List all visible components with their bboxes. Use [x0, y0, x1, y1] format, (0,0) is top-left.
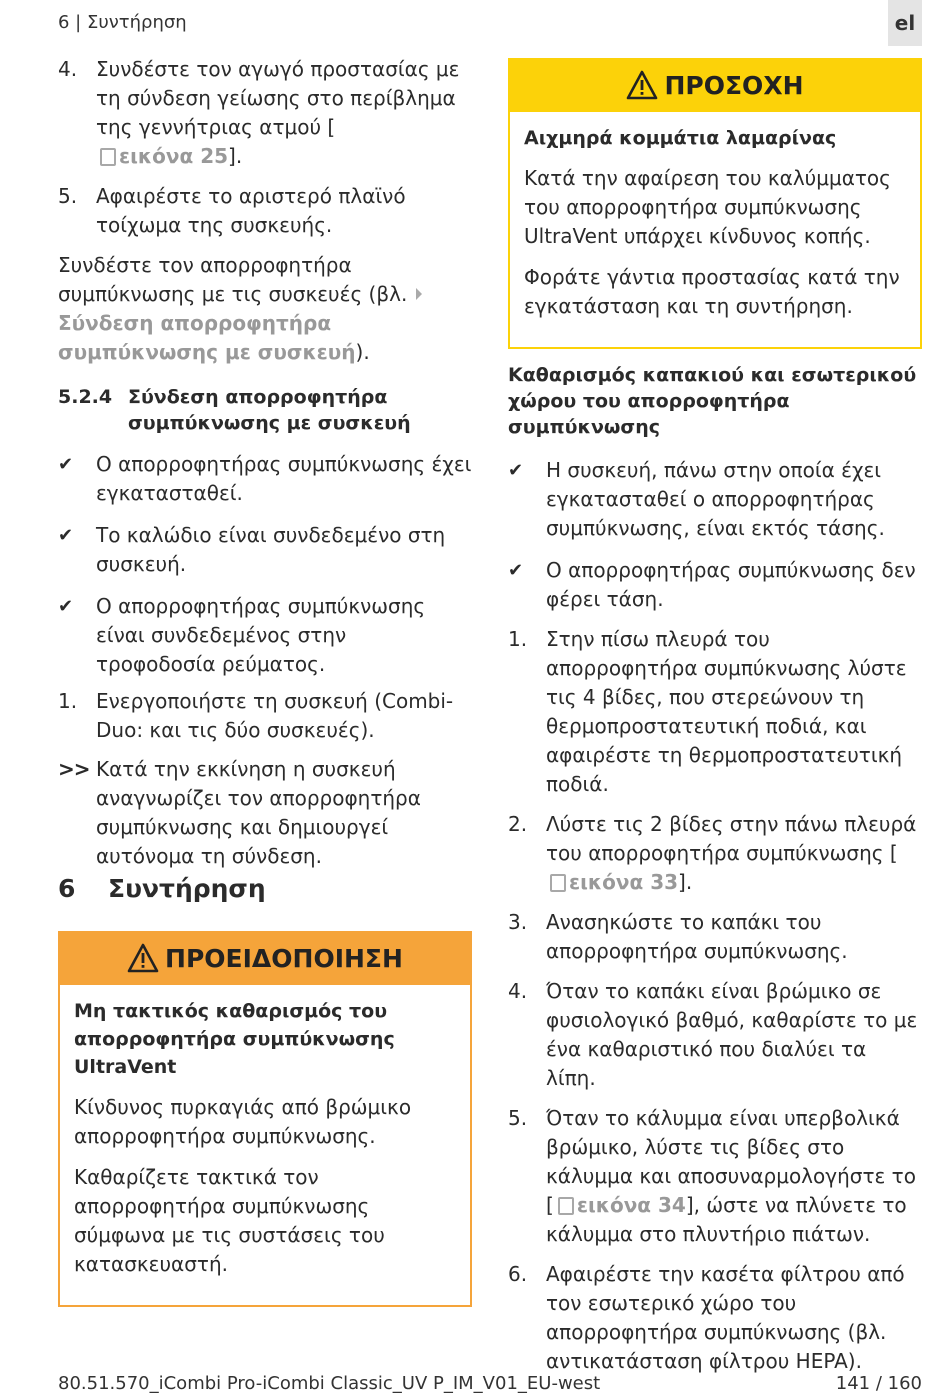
- connect-paragraph: [58, 251, 472, 367]
- figure-link-label: εικόνα 33: [569, 870, 679, 894]
- step-item: [508, 908, 922, 966]
- step-text: Ενεργοποιήστε τη συσκευή (Combi-Duo: και τις δύο συσκευές).: [96, 689, 454, 742]
- precondition-item: [58, 521, 472, 579]
- footer-page-number: 141 / 160: [835, 1373, 922, 1394]
- step-text: Λύστε τις 2 βίδες στην πάνω πλευρά του απορροφητήρα συμπύκνωσης [: [546, 812, 917, 865]
- check-icon: ✔: [58, 454, 74, 475]
- step-number: 2.: [508, 812, 528, 836]
- precondition-text: Ο απορροφητήρας συμπύκνωσης είναι συνδεδεμένος στην τροφοδοσία ρεύματος.: [96, 594, 426, 676]
- precondition-text: Η συσκευή, πάνω στην οποία έχει εγκατασταθεί ο απορροφητήρας συμπύκνωσης, είναι εκτός τάσης.: [546, 458, 885, 540]
- caution-lead: Αιχμηρά κομμάτια λαμαρίνας: [524, 127, 837, 149]
- caution-box: [508, 58, 922, 349]
- precondition-text: Το καλώδιο είναι συνδεδεμένο στη συσκευή.: [96, 523, 446, 576]
- paragraph-text: Συνδέστε τον απορροφητήρα συμπύκνωσης με τις συσκευές (βλ.: [58, 253, 414, 306]
- warning-triangle-icon: [626, 70, 658, 100]
- step-item: [58, 182, 472, 240]
- check-icon: ✔: [58, 596, 74, 617]
- step-number: 1.: [58, 689, 78, 713]
- caution-box-body: [510, 112, 920, 347]
- warning-box-header: [60, 931, 470, 985]
- step-item: [58, 55, 472, 171]
- caution-label: ΠΡΟΣΟΧΗ: [664, 70, 804, 100]
- caution-text: Φοράτε γάντια προστασίας κατά την εγκατάσταση και τη συντήρηση.: [524, 265, 900, 318]
- caution-box-header: [510, 58, 920, 112]
- step-number: 5.: [508, 1106, 528, 1130]
- step-number: 5.: [58, 184, 78, 208]
- step-number: 3.: [508, 910, 528, 934]
- step-text-end: ], ώστε να πλύνετε το κάλυμμα στο πλυντήριο πιάτων.: [546, 1193, 907, 1246]
- step-text: Συνδέστε τον αγωγό προστασίας με τη σύνδεση γείωσης στο περίβλημα της γεννήτριας ατμού [: [96, 57, 460, 139]
- figure-icon: [550, 874, 566, 892]
- section-number: 6: [58, 874, 76, 903]
- procedure-heading: Καθαρισμός καπακιού και εσωτερικού χώρου του απορροφητήρα συμπύκνωσης: [508, 364, 917, 438]
- subsection-number: 5.2.4: [58, 386, 113, 408]
- figure-icon: [558, 1197, 574, 1215]
- check-icon: ✔: [508, 560, 524, 581]
- footer-document-id: 80.51.570_iCombi Pro-iCombi Classic_UV P_IM_V01_EU-west: [58, 1373, 601, 1394]
- figure-link-label: εικόνα 34: [576, 1193, 686, 1217]
- precondition-text: Ο απορροφητήρας συμπύκνωσης δεν φέρει τάση.: [546, 558, 916, 611]
- step-number: 4.: [508, 979, 528, 1003]
- section-title: Συντήρηση: [108, 874, 266, 903]
- step-number: 1.: [508, 627, 528, 651]
- step-item: [508, 810, 922, 897]
- result-marker: >>: [58, 757, 90, 781]
- precondition-item: [508, 456, 922, 543]
- figure-link[interactable]: [546, 870, 678, 894]
- precondition-item: [508, 556, 922, 614]
- step-number: 4.: [58, 57, 78, 81]
- precondition-item: [58, 592, 472, 679]
- figure-link-label: εικόνα 25: [119, 144, 229, 168]
- caution-text: Κατά την αφαίρεση του καλύμματος του απορροφητήρα συμπύκνωσης UltraVent υπάρχει κίνδυνος κοπής.: [524, 166, 891, 248]
- link-arrow-icon: [416, 288, 422, 300]
- warning-lead: Μη τακτικός καθαρισμός του απορροφητήρα συμπύκνωσης UltraVent: [74, 1000, 395, 1078]
- warning-triangle-icon: [127, 943, 159, 973]
- warning-label: ΠΡΟΕΙΔΟΠΟΙΗΣΗ: [165, 943, 403, 973]
- step-item: [508, 625, 922, 799]
- step-item: [508, 1260, 922, 1376]
- step-item: [508, 977, 922, 1093]
- step-text: Στην πίσω πλευρά του απορροφητήρα συμπύκνωσης λύστε τις 4 βίδες, που στερεώνουν τη θερμοπροστατευτική ποδιά, και αφαιρέστε τη θερμοπροστατευτική ποδιά.: [546, 627, 907, 796]
- precondition-item: [58, 450, 472, 508]
- figure-link[interactable]: [96, 144, 228, 168]
- section-link-label: Σύνδεση απορροφητήρα συμπύκνωσης με συσκευή: [58, 311, 356, 364]
- language-badge: el: [888, 0, 922, 46]
- warning-box: [58, 931, 472, 1307]
- left-column: [58, 55, 472, 1307]
- result-item: [58, 755, 472, 871]
- warning-text: Καθαρίζετε τακτικά τον απορροφητήρα συμπύκνωσης σύμφωνα με τις συστάσεις του κατασκευαστή.: [74, 1165, 385, 1276]
- check-icon: ✔: [58, 525, 74, 546]
- step-text: Ανασηκώστε το καπάκι του απορροφητήρα συμπύκνωσης.: [546, 910, 848, 963]
- result-text: Κατά την εκκίνηση η συσκευή αναγνωρίζει τον απορροφητήρα συμπύκνωσης και δημιουργεί αυτόνομα τη σύνδεση.: [96, 757, 421, 868]
- step-text-end: ].: [678, 870, 693, 894]
- figure-icon: [100, 148, 116, 166]
- section-heading: [58, 873, 472, 905]
- right-column: [508, 58, 922, 1376]
- figure-link[interactable]: [554, 1193, 686, 1217]
- step-text: Αφαιρέστε το αριστερό πλαϊνό τοίχωμα της συσκευής.: [96, 184, 406, 237]
- subsection-title: Σύνδεση απορροφητήρα συμπύκνωσης με συσκευή: [128, 386, 411, 434]
- precondition-text: Ο απορροφητήρας συμπύκνωσης έχει εγκατασταθεί.: [96, 452, 472, 505]
- warning-text: Κίνδυνος πυρκαγιάς από βρώμικο απορροφητήρα συμπύκνωσης.: [74, 1095, 412, 1148]
- step-item: [58, 687, 472, 745]
- step-text: Αφαιρέστε την κασέτα φίλτρου από τον εσωτερικό χώρο του απορροφητήρα συμπύκνωσης (βλ. αντικατάσταση φίλτρου HEPA).: [546, 1262, 905, 1373]
- check-icon: ✔: [508, 460, 524, 481]
- warning-box-body: [60, 985, 470, 1305]
- page-section-header: 6 | Συντήρηση: [58, 12, 187, 33]
- step-text: Όταν το καπάκι είναι βρώμικο σε φυσιολογικό βαθμό, καθαρίστε το με ένα καθαριστικό που διαλύει τα λίπη.: [546, 979, 918, 1090]
- paragraph-text-end: ).: [355, 340, 370, 364]
- subsection-heading: [58, 384, 472, 436]
- step-text-end: ].: [228, 144, 243, 168]
- step-item: [508, 1104, 922, 1249]
- step-text: Όταν το κάλυμμα είναι υπερβολικά βρώμικο, λύστε τις βίδες στο κάλυμμα και αποσυναρμολογήστε το [: [546, 1106, 916, 1217]
- step-number: 6.: [508, 1262, 528, 1286]
